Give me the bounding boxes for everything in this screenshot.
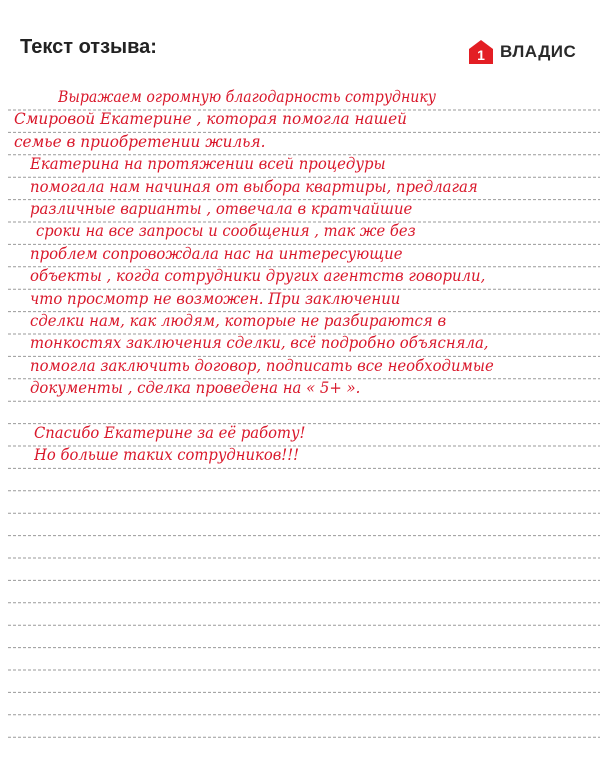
form-title: Текст отзыва: xyxy=(20,36,157,58)
review-line: сроки на все запросы и сообщения , так же без xyxy=(36,222,416,241)
review-line: Но больше таких сотрудников!!! xyxy=(34,446,300,465)
logo-badge: 1 xyxy=(477,47,485,63)
review-line: Екатерина на протяжении всей процедуры xyxy=(30,155,386,174)
review-line: документы , сделка проведена на « 5+ ». xyxy=(30,379,361,398)
review-line: объекты , когда сотрудники других агентств говорили, xyxy=(30,267,486,286)
review-line: помогла заключить договор, подписать все необходимые xyxy=(30,356,494,375)
review-line xyxy=(30,400,592,422)
review-line: различные варианты , отвечала в кратчайшие xyxy=(30,200,413,218)
review-line: помогала нам начиная от выбора квартиры, предлагая xyxy=(30,177,478,196)
review-line: сделки нам, как людям, которые не разбираются в xyxy=(30,312,447,330)
review-line: тонкостях заключения сделки, всё подробно объясняла, xyxy=(30,334,489,353)
review-line: Смировой Екатерине , которая помогла нашей xyxy=(14,110,408,129)
review-line: Выражаем огромную благодарность сотруднику xyxy=(58,88,437,106)
review-line: семье в приобретении жилья. xyxy=(14,132,266,151)
review-line: проблем сопровождала нас на интересующие xyxy=(30,244,403,263)
logo-text: ВЛАДИС xyxy=(500,42,577,61)
review-line: Спасибо Екатерине за её работу! xyxy=(34,424,306,442)
review-line: что просмотр не возможен. При заключении xyxy=(30,289,401,308)
